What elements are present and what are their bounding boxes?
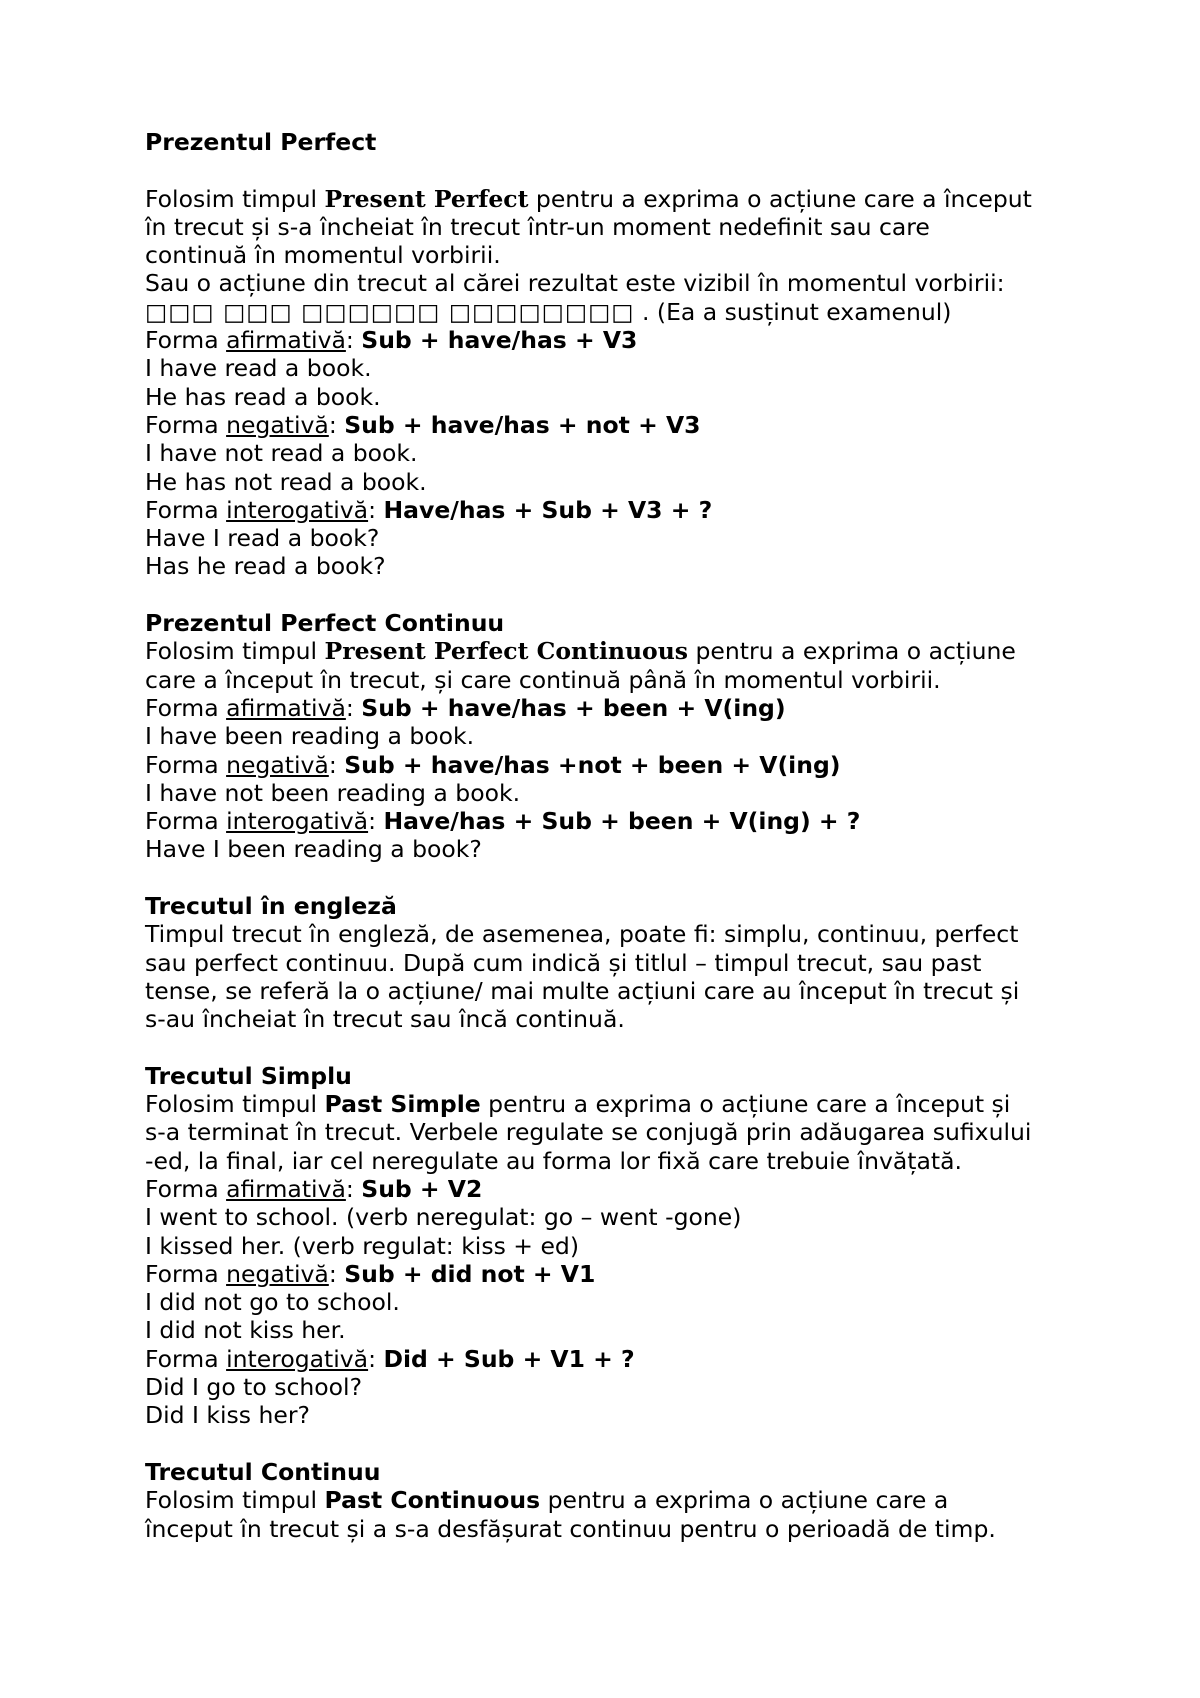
example-line: He has not read a book. — [145, 467, 427, 496]
label-interrogative: interogativă — [226, 495, 369, 524]
example-line: He has read a book. — [145, 382, 381, 411]
example-line: I did not go to school. — [145, 1288, 400, 1317]
example-line: I did not kiss her. — [145, 1316, 346, 1345]
formula: Did + Sub + V1 + ? — [383, 1344, 635, 1373]
label-negative: negativă — [226, 750, 329, 779]
example-line: Did I go to school? — [145, 1373, 363, 1402]
label-negative: negativă — [226, 1259, 329, 1288]
formula-line-negative — [145, 1260, 1105, 1288]
formula: Have/has + Sub + been + V(ing) + ? — [383, 807, 861, 836]
formula: Sub + V2 — [361, 1174, 483, 1203]
paragraph-line: Timpul trecut în engleză, de asemenea, poate fi: simplu, continuu, perfect — [145, 920, 1019, 949]
formula-line-negative — [145, 411, 1105, 439]
paragraph-line — [145, 1090, 1105, 1118]
text: : — [328, 1259, 345, 1288]
paragraph-line: tense, se referă la o acțiune/ mai multe acțiuni care au început în trecut și — [145, 976, 1020, 1005]
label-interrogative: interogativă — [226, 1344, 369, 1373]
example-line: I have not been reading a book. — [145, 778, 521, 807]
text: : — [345, 1174, 362, 1203]
heading-trecutul-simplu: Trecutul Simplu — [145, 1061, 352, 1090]
text: : — [368, 807, 384, 836]
text: . (Ea a susținut examenul) — [634, 297, 952, 326]
example-line: Have I been reading a book? — [145, 835, 482, 864]
text: Forma — [145, 807, 227, 836]
paragraph-line — [145, 1486, 1105, 1514]
label-negative: negativă — [226, 410, 329, 439]
text: : — [328, 750, 345, 779]
formula: Sub + have/has + V3 — [361, 326, 638, 355]
heading-prezentul-perfect-continuu: Prezentul Perfect Continuu — [145, 609, 505, 638]
text: pentru a exprima o acțiune care a început și — [480, 1090, 1011, 1119]
term-past-simple: Past Simple — [324, 1090, 481, 1119]
formula: Sub + have/has + been + V(ing) — [361, 693, 786, 722]
text: Forma — [145, 326, 227, 355]
heading-trecutul-in-engleza: Trecutul în engleză — [145, 892, 397, 921]
text: : — [368, 1344, 384, 1373]
text: pentru a exprima o acțiune — [688, 637, 1016, 666]
text: Folosim timpul — [145, 637, 325, 666]
paragraph-line: s-a terminat în trecut. Verbele regulate se conjugă prin adăugarea sufixului — [145, 1118, 1032, 1147]
text: : — [328, 410, 345, 439]
paragraph-line: Sau o acțiune din trecut al cărei rezultat este vizibil în momentul vorbirii: — [145, 269, 1005, 298]
text: pentru a exprima o acțiune care a început — [528, 184, 1032, 213]
formula-line-interrogative — [145, 1345, 1105, 1373]
example-line: I have read a book. — [145, 354, 372, 383]
formula: Sub + have/has + not + V3 — [344, 410, 701, 439]
term-present-perfect: Present Perfect — [324, 184, 529, 213]
formula-line-negative — [145, 751, 1105, 779]
text: : — [345, 326, 362, 355]
example-line: I kissed her. (verb regulat: kiss + ed) — [145, 1231, 579, 1260]
spacer — [145, 156, 1105, 184]
example-line: Did I kiss her? — [145, 1401, 310, 1430]
paragraph-line — [145, 637, 1105, 665]
example-line — [145, 298, 1105, 326]
formula-line-affirmative — [145, 1175, 1105, 1203]
formula: Sub + did not + V1 — [344, 1259, 596, 1288]
formula-line-affirmative — [145, 694, 1105, 722]
paragraph-line: -ed, la final, iar cel neregulate au forma lor fixă care trebuie învățată. — [145, 1146, 962, 1175]
spacer — [145, 1034, 1105, 1062]
text: Folosim timpul — [145, 1486, 325, 1515]
spacer — [145, 1430, 1105, 1458]
paragraph-line: care a început în trecut, și care continuă până în momentul vorbirii. — [145, 665, 941, 694]
paragraph-line — [145, 185, 1105, 213]
formula: Have/has + Sub + V3 + ? — [383, 495, 713, 524]
spacer — [145, 864, 1105, 892]
paragraph-line: început în trecut și a s-a desfășurat continuu pentru o perioadă de timp. — [145, 1514, 996, 1543]
heading-trecutul-continuu: Trecutul Continuu — [145, 1457, 381, 1486]
example-line: Has he read a book? — [145, 552, 386, 581]
text: Forma — [145, 750, 227, 779]
missing-glyph-text: □□□ □□□ □□□□□□ □□□□□□□□ — [145, 297, 635, 326]
text: Folosim timpul — [145, 184, 325, 213]
text: Forma — [145, 410, 227, 439]
text: Folosim timpul — [145, 1090, 325, 1119]
text: Forma — [145, 1259, 227, 1288]
term-past-continuous: Past Continuous — [324, 1486, 541, 1515]
text: : — [345, 693, 362, 722]
heading-prezentul-perfect: Prezentul Perfect — [145, 128, 377, 156]
example-line: I went to school. (verb neregulat: go – went -gone) — [145, 1203, 742, 1232]
label-interrogative: interogativă — [226, 807, 369, 836]
text: Forma — [145, 693, 227, 722]
formula-line-interrogative — [145, 807, 1105, 835]
example-line: Have I read a book? — [145, 524, 380, 553]
text: Forma — [145, 1174, 227, 1203]
term-present-perfect-continuous: Present Perfect Continuous — [324, 637, 689, 666]
label-affirmative: afirmativă — [226, 693, 346, 722]
paragraph-line: continuă în momentul vorbirii. — [145, 241, 501, 270]
formula-line-interrogative — [145, 496, 1105, 524]
text: Forma — [145, 495, 227, 524]
label-affirmative: afirmativă — [226, 326, 346, 355]
label-affirmative: afirmativă — [226, 1174, 346, 1203]
text: Forma — [145, 1344, 227, 1373]
example-line: I have not read a book. — [145, 439, 418, 468]
spacer — [145, 581, 1105, 609]
text: : — [368, 495, 384, 524]
example-line: I have been reading a book. — [145, 722, 475, 751]
formula-line-affirmative — [145, 326, 1105, 354]
paragraph-line: sau perfect continuu. După cum indică și titlul – timpul trecut, sau past — [145, 948, 982, 977]
formula: Sub + have/has +not + been + V(ing) — [344, 750, 841, 779]
paragraph-line: în trecut și s-a încheiat în trecut într-un moment nedefinit sau care — [145, 212, 930, 241]
paragraph-line: s-au încheiat în trecut sau încă continuă. — [145, 1005, 625, 1034]
document-page — [145, 128, 1105, 1543]
text: pentru a exprima o acțiune care a — [540, 1486, 949, 1515]
